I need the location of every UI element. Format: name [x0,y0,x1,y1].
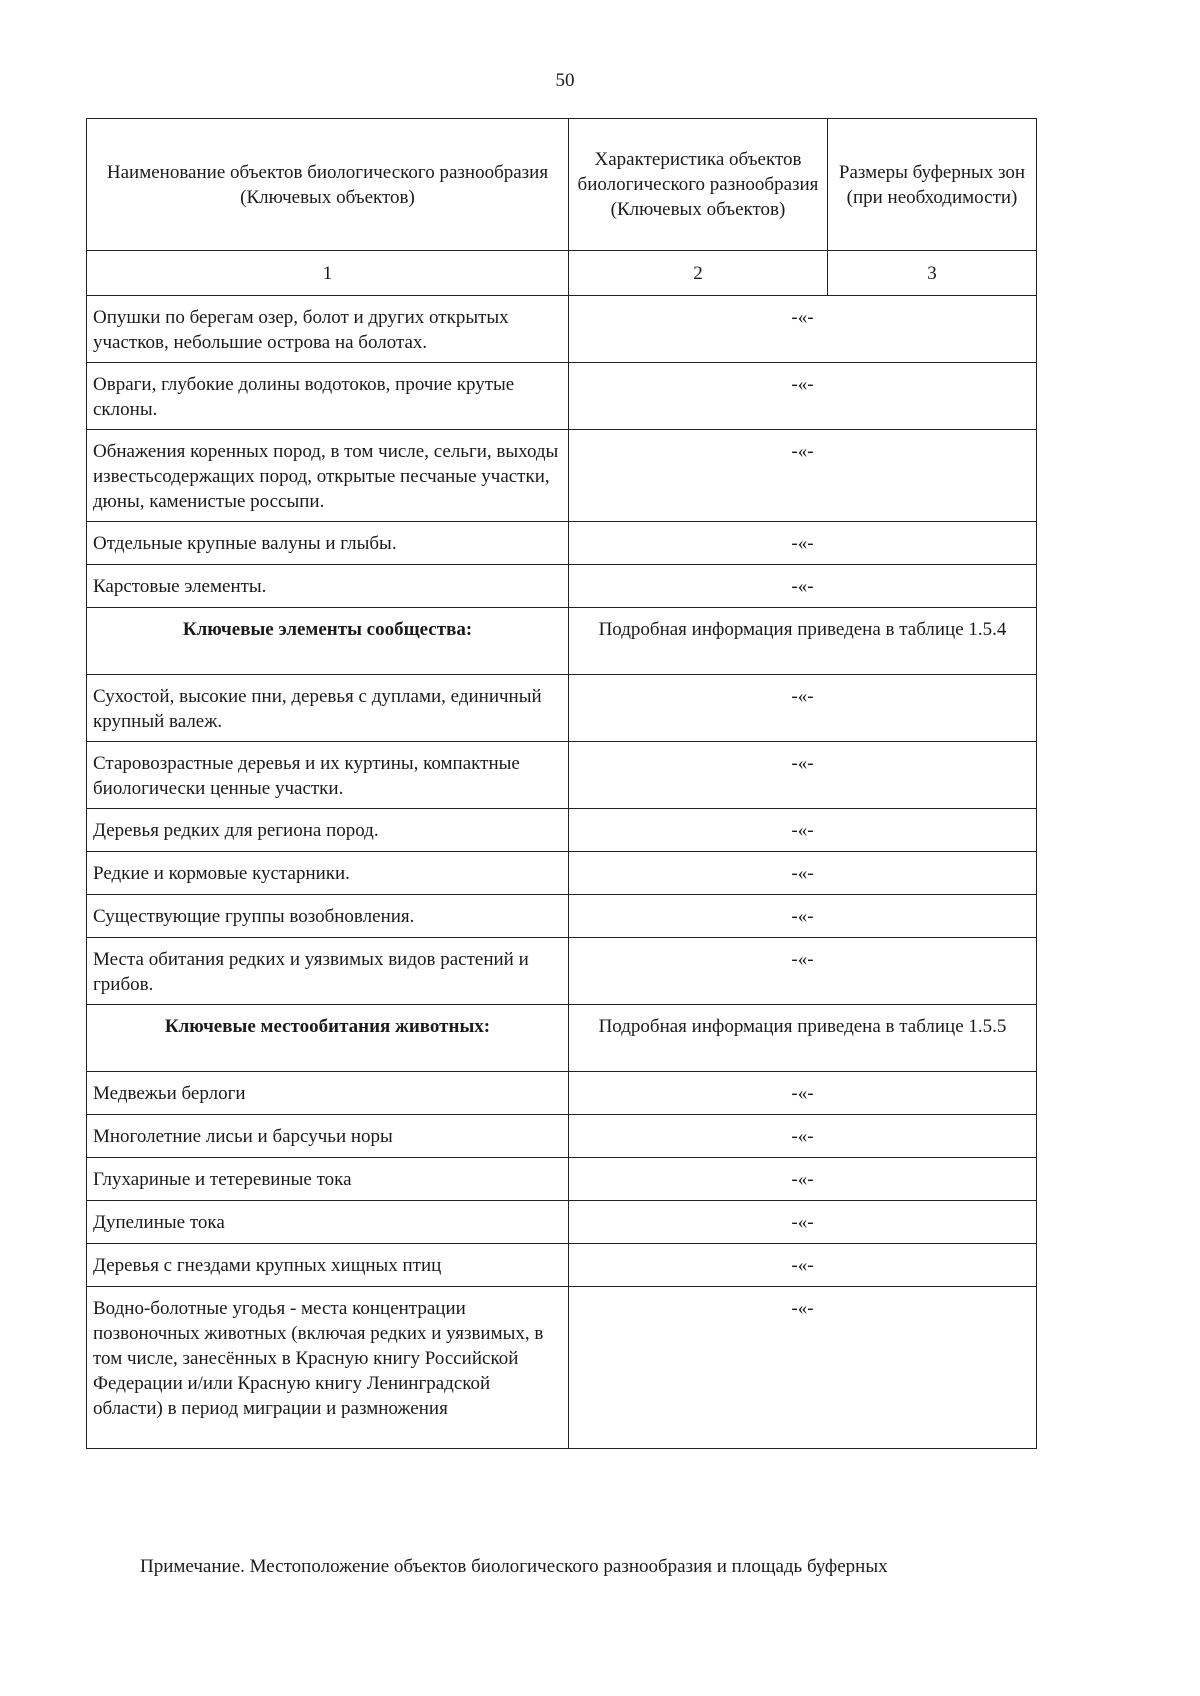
table-section-row [87,1005,1037,1072]
object-characteristic: -«- [569,1201,1037,1244]
section-title: Ключевые местообитания животных: [87,1005,569,1072]
object-characteristic: -«- [569,852,1037,895]
page-number: 50 [555,70,575,91]
object-characteristic: -«- [569,363,1037,430]
object-name: Овраги, глубокие долины водотоков, прочие крутые склоны. [87,363,569,430]
table-row [87,296,1037,363]
table-header-row [87,119,1037,251]
header-col-name: Наименование объектов биологического разнообразия (Ключевых объектов) [87,119,569,251]
table-row [87,1201,1037,1244]
object-characteristic: -«- [569,809,1037,852]
table-row [87,1244,1037,1287]
section-title: Ключевые элементы сообщества: [87,608,569,675]
object-name: Сухостой, высокие пни, деревья с дуплами, единичный крупный валеж. [87,675,569,742]
table-row [87,675,1037,742]
header-col-characteristics: Характеристика объектов биологического разнообразия (Ключевых объектов) [569,119,828,251]
table-row [87,1287,1037,1449]
object-characteristic: -«- [569,1244,1037,1287]
object-characteristic: -«- [569,742,1037,809]
object-characteristic: -«- [569,430,1037,522]
object-characteristic: -«- [569,296,1037,363]
table-row [87,852,1037,895]
table-row [87,895,1037,938]
object-name: Существующие группы возобновления. [87,895,569,938]
object-characteristic: -«- [569,675,1037,742]
table-row [87,430,1037,522]
column-number: 1 [87,251,569,296]
header-col-buffer-zones: Размеры буферных зон (при необходимости) [828,119,1037,251]
table-note: Примечание. Местоположение объектов биологического разнообразия и площадь буферных [140,1556,888,1577]
object-name: Водно-болотные угодья - места концентрации позвоночных животных (включая редких и уязвимых, в том числе, занесённых в Красную книгу Российской Федерации и/или Красную книгу Ленинградской области) в период миграции и размножения [87,1287,569,1449]
object-name: Редкие и кормовые кустарники. [87,852,569,895]
object-characteristic: -«- [569,1287,1037,1449]
table-row [87,809,1037,852]
object-characteristic: -«- [569,895,1037,938]
object-characteristic: -«- [569,1072,1037,1115]
object-characteristic: -«- [569,938,1037,1005]
table-section-row [87,608,1037,675]
object-name: Старовозрастные деревья и их куртины, компактные биологически ценные участки. [87,742,569,809]
table-row [87,363,1037,430]
table-row [87,938,1037,1005]
section-reference: Подробная информация приведена в таблице 1.5.5 [569,1005,1037,1072]
section-reference: Подробная информация приведена в таблице 1.5.4 [569,608,1037,675]
object-name: Медвежьи берлоги [87,1072,569,1115]
object-name: Обнажения коренных пород, в том числе, сельги, выходы известьсодержащих пород, открытые песчаные участки, дюны, каменистые россыпи. [87,430,569,522]
object-characteristic: -«- [569,522,1037,565]
object-characteristic: -«- [569,565,1037,608]
biodiversity-table [86,118,1037,1449]
object-name: Места обитания редких и уязвимых видов растений и грибов. [87,938,569,1005]
table-row [87,1115,1037,1158]
table-row [87,522,1037,565]
object-name: Отдельные крупные валуны и глыбы. [87,522,569,565]
object-characteristic: -«- [569,1158,1037,1201]
object-name: Деревья редких для региона пород. [87,809,569,852]
column-number: 3 [828,251,1037,296]
table-row [87,742,1037,809]
object-characteristic: -«- [569,1115,1037,1158]
column-number: 2 [569,251,828,296]
table-row [87,1072,1037,1115]
object-name: Дупелиные тока [87,1201,569,1244]
object-name: Многолетние лисьи и барсучьи норы [87,1115,569,1158]
column-number-row [87,251,1037,296]
table-row [87,1158,1037,1201]
table-row [87,565,1037,608]
object-name: Глухариные и тетеревиные тока [87,1158,569,1201]
object-name: Деревья с гнездами крупных хищных птиц [87,1244,569,1287]
object-name: Опушки по берегам озер, болот и других открытых участков, небольшие острова на болотах. [87,296,569,363]
object-name: Карстовые элементы. [87,565,569,608]
